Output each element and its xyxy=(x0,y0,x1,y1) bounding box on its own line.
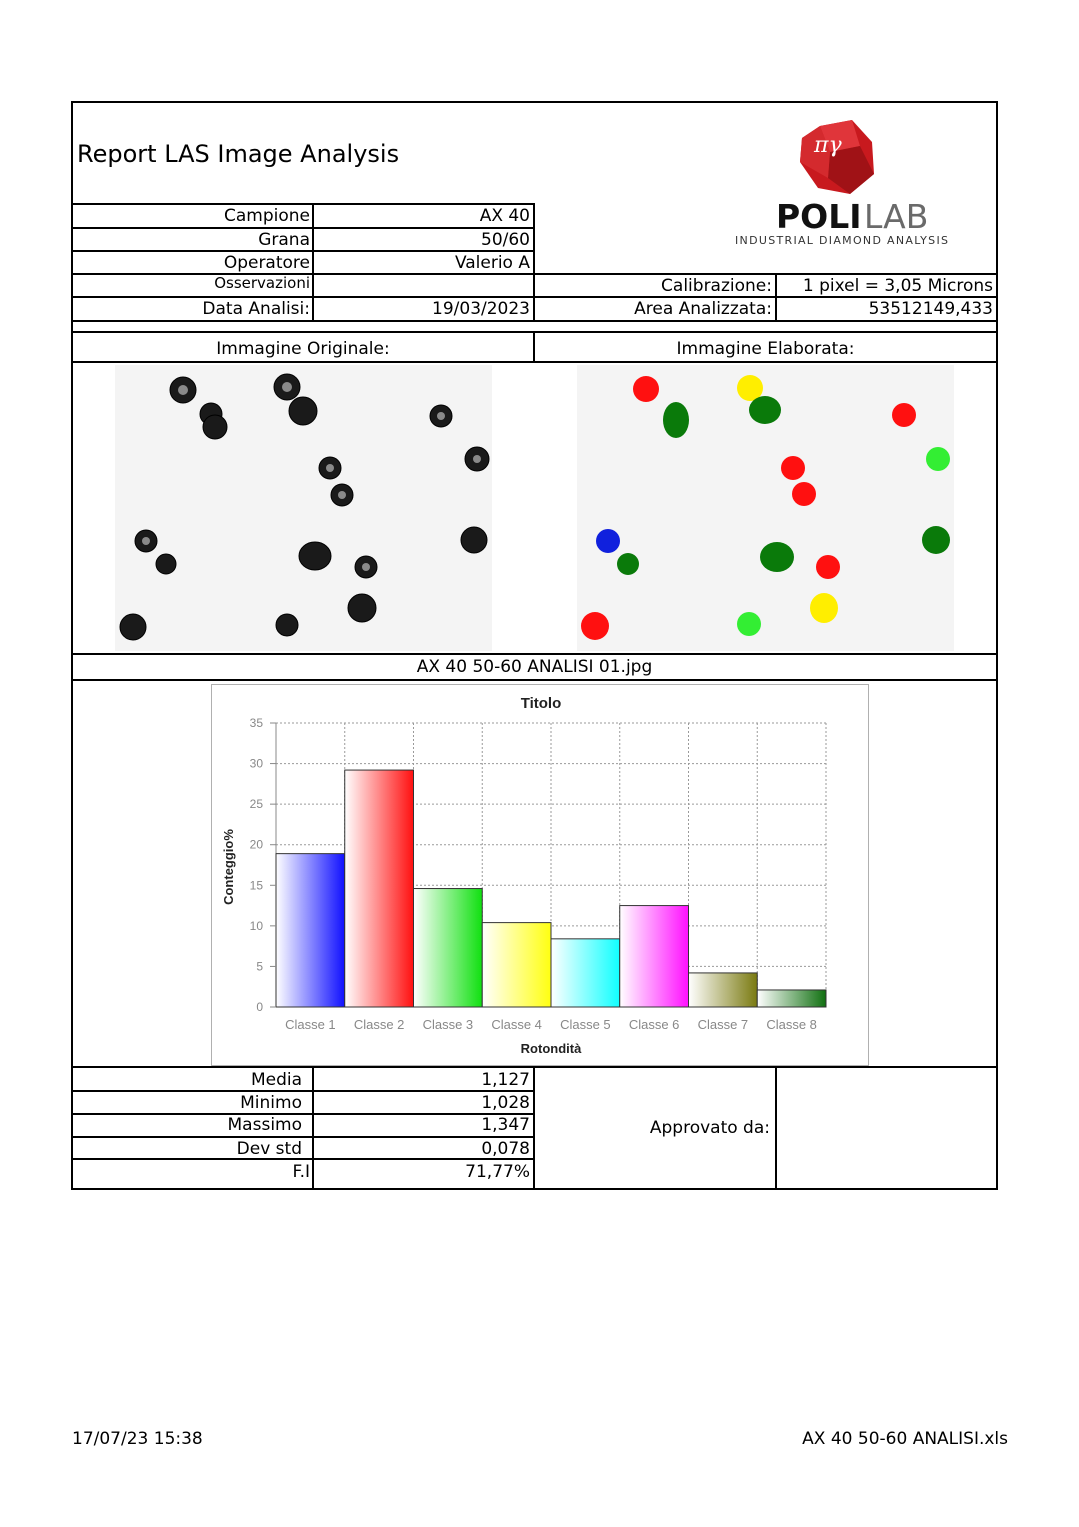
x-tick-label: Classe 6 xyxy=(628,1017,680,1032)
osservazioni-label: Osservazioni xyxy=(214,274,310,292)
massimo-label: Massimo xyxy=(227,1115,302,1135)
bar-classe-8 xyxy=(757,990,826,1007)
logo-brand-right: LAB xyxy=(864,197,929,236)
x-tick-label: Classe 8 xyxy=(766,1017,817,1032)
bar-classe-2 xyxy=(345,770,414,1007)
calibrazione-value: 1 pixel = 3,05 Microns xyxy=(802,276,993,296)
logo-gem-icon xyxy=(730,116,955,251)
media-label: Media xyxy=(250,1070,302,1090)
x-tick-label: Classe 1 xyxy=(285,1017,336,1032)
fi-value: 71,77% xyxy=(465,1162,530,1182)
x-tick-label: Classe 3 xyxy=(422,1017,474,1032)
operatore-value: Valerio A xyxy=(454,253,530,273)
bar-classe-5 xyxy=(551,939,620,1007)
devstd-value: 0,078 xyxy=(481,1139,530,1159)
y-tick-label: 20 xyxy=(249,837,263,852)
media-value: 1,127 xyxy=(481,1070,530,1090)
area-label: Area Analizzata: xyxy=(634,299,772,319)
original-image-label: Immagine Originale: xyxy=(216,339,390,359)
footer-filename: AX 40 50-60 ANALISI.xls xyxy=(802,1429,1008,1449)
rotondita-chart xyxy=(212,685,868,1065)
polilab-logo xyxy=(730,116,955,251)
data-analisi-value: 19/03/2023 xyxy=(432,299,530,319)
x-tick-label: Classe 7 xyxy=(697,1017,749,1032)
report-title: Report LAS Image Analysis xyxy=(77,140,400,168)
logo-symbol: πγ xyxy=(814,133,842,158)
elaborated-image xyxy=(577,365,954,651)
original-image xyxy=(115,365,492,651)
minimo-value: 1,028 xyxy=(481,1093,530,1113)
chart-xlabel: Rotondità xyxy=(520,1041,582,1056)
elaborated-image-label: Immagine Elaborata: xyxy=(676,339,855,359)
devstd-label: Dev std xyxy=(236,1139,302,1159)
fi-label: F.I xyxy=(292,1162,310,1182)
data-analisi-label: Data Analisi: xyxy=(202,299,310,319)
y-tick-label: 15 xyxy=(249,878,263,893)
approvato-label: Approvato da: xyxy=(649,1118,770,1138)
bar-classe-7 xyxy=(689,973,758,1007)
frame-right xyxy=(996,101,998,1190)
chart-ylabel: Conteggio% xyxy=(221,829,236,905)
x-tick-label: Classe 4 xyxy=(491,1017,542,1032)
bar-classe-6 xyxy=(620,906,689,1007)
grana-value: 50/60 xyxy=(481,230,530,250)
footer-timestamp: 17/07/23 15:38 xyxy=(72,1429,203,1449)
campione-value: AX 40 xyxy=(479,206,530,226)
y-tick-label: 5 xyxy=(256,959,263,974)
minimo-label: Minimo xyxy=(240,1093,302,1113)
campione-label: Campione xyxy=(224,206,310,226)
chart-title: Titolo xyxy=(520,695,562,712)
filename-label: AX 40 50-60 ANALISI 01.jpg xyxy=(416,657,653,677)
bar-classe-4 xyxy=(482,923,551,1007)
bar-classe-3 xyxy=(414,889,483,1007)
elaborated-particles xyxy=(577,365,954,651)
grana-label: Grana xyxy=(258,230,310,250)
y-tick-label: 25 xyxy=(249,797,263,812)
x-tick-label: Classe 5 xyxy=(560,1017,611,1032)
massimo-value: 1,347 xyxy=(481,1115,530,1135)
y-tick-label: 35 xyxy=(249,716,263,730)
area-value: 53512149,433 xyxy=(868,299,993,319)
logo-tagline: INDUSTRIAL DIAMOND ANALYSIS xyxy=(735,234,950,247)
y-tick-label: 10 xyxy=(249,918,263,933)
logo-brand-left: POLI xyxy=(776,197,862,236)
y-tick-label: 30 xyxy=(249,756,263,771)
x-tick-label: Classe 2 xyxy=(353,1017,405,1032)
original-particles xyxy=(115,365,492,651)
bar-classe-1 xyxy=(276,854,345,1007)
operatore-label: Operatore xyxy=(223,253,310,273)
chart-container xyxy=(211,684,869,1066)
calibrazione-label: Calibrazione: xyxy=(661,276,772,296)
y-tick-label: 0 xyxy=(256,1000,263,1014)
frame-left xyxy=(71,101,73,1190)
frame-top xyxy=(71,101,998,103)
